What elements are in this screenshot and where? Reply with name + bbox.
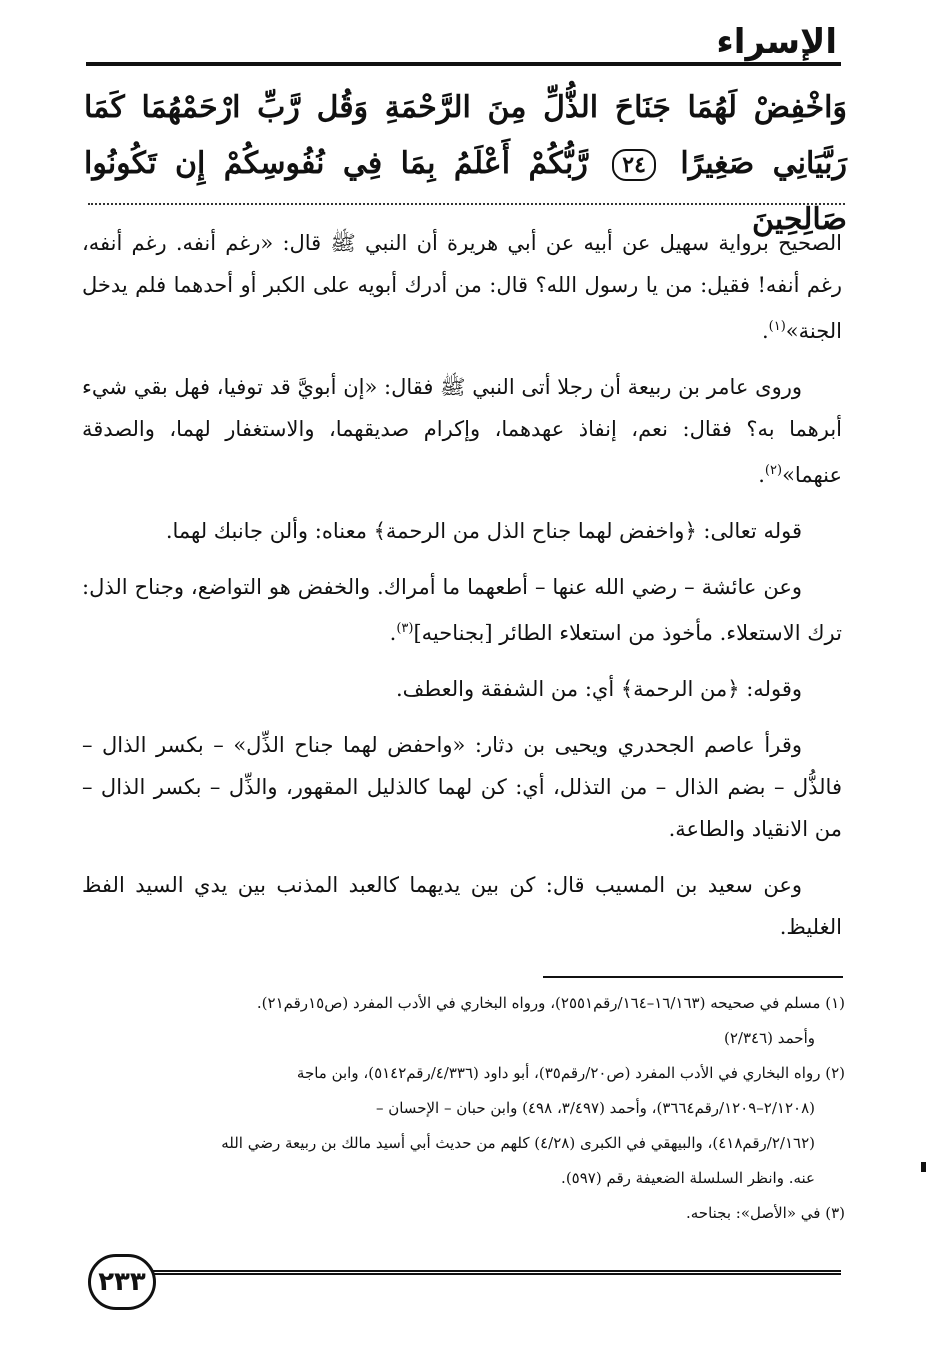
paragraph-qiraat: وقرأ عاصم الجحدري ويحيى بن دثار: «واحفض لهما جناح الذِّل» – بكسر الذال – فالذُّل – بضم الذال – من التذلل، أي: كن لهما كالذليل المقهور، والذِّل – بكسر الذال – من الانقياد والطاعة. xyxy=(82,733,842,841)
page-number: ٢٣٣ xyxy=(88,1254,156,1310)
paragraph-ibn-musayyib: وعن سعيد بن المسيب قال: كن بين يديهما كالعبد المذنب بين يدي السيد الفظ الغليظ. xyxy=(82,873,842,939)
footnote-ref-1: (١) xyxy=(768,319,786,334)
paragraph-aisha: وعن عائشة – رضي الله عنها – أطعهما ما أمراك. والخفض هو التواضع، وجناح الذل: ترك الاستعلاء. مأخوذ من استعلاء الطائر [بجناحيه]$^{(٣)}$. xyxy=(82,575,842,645)
commentary-body xyxy=(82,222,842,962)
footnote-1-continued: وأحمد (٢/٣٤٦) xyxy=(724,1029,815,1047)
dotted-divider xyxy=(88,203,845,205)
ayah-number-marker: ٢٤ xyxy=(612,149,656,181)
footnote-2-line-3: (٢/١٦٢/رقم٤١٨)، والبيهقي في الكبرى (٤/٢٨) كلهم من حديث أبي أسيد مالك بن ربيعة رضي الله xyxy=(221,1134,815,1152)
footnotes xyxy=(84,986,845,1231)
footnote-ref-3: (٣) xyxy=(396,621,414,636)
verse-line-1: وَاخْفِضْ لَهُمَا جَنَاحَ الذُّلِّ مِنَ الرَّحْمَةِ وَقُل رَّبِّ ارْحَمْهُمَا كَمَا رَبَّيَانِي صَغِيرًا xyxy=(84,90,847,181)
surah-title: الإسراء xyxy=(716,22,837,62)
footnote-1: (١) مسلم في صحيحه (١٦/١٦٣–١٦٤/رقم٢٥٥١)، ورواه البخاري في الأدب المفرد (ص١٥رقم٢١). xyxy=(256,994,845,1012)
paragraph-tafsir-1: قوله تعالى: ﴿واخفض لهما جناح الذل من الرحمة﴾ معناه: وألن جانبك لهما. xyxy=(165,519,802,543)
paragraph-hadith-2: وروى عامر بن ربيعة أن رجلا أتى النبي ﷺ فقال: «إن أبويَّ قد توفيا، فهل بقي شيء أبرهما به؟ فقال: نعم، إنفاذ عهدهما، وإكرام صديقهما، والاستغفار لهما، والصدقة عنهما»$^{(٢)}$. xyxy=(82,375,842,487)
paragraph-tafsir-2: وقوله: ﴿من الرحمة﴾ أي: من الشفقة والعطف. xyxy=(395,677,802,701)
footnote-2: (٢) رواه البخاري في الأدب المفرد (ص٢٠/رقم٣٥)، أبو داود (٤/٣٣٦/رقم٥١٤٢)، وابن ماجة xyxy=(296,1064,845,1082)
footnote-ref-2: (٢) xyxy=(764,463,783,478)
edge-mark xyxy=(921,1162,926,1172)
footnote-3: (٣) في «الأصل»: بجناحه. xyxy=(685,1204,845,1222)
footnote-2-line-2: (٢/١٢٠٨–١٢٠٩/رقم٣٦٦٤)، وأحمد (٣/٤٩٧، ٤٩٨) وابن حبان – الإحسان – xyxy=(375,1099,815,1117)
footnote-2-line-4: عنه. وانظر السلسلة الضعيفة رقم (٥٩٧). xyxy=(561,1169,815,1187)
paragraph-hadith-1: الصحيح برواية سهيل عن أبيه عن أبي هريرة أن النبي ﷺ قال: «رغم أنفه. رغم أنفه، رغم أنفه! فقيل: من يا رسول الله؟ قال: من أدرك أبويه على الكبر أو أحدهما فلم يدخل الجنة»$^{(١)}$. xyxy=(82,231,842,343)
header-rule xyxy=(86,62,841,66)
footnote-rule xyxy=(543,976,843,978)
verse-line-2: رَّبُّكُمْ أَعْلَمُ بِمَا فِي نُفُوسِكُمْ إِن تَكُونُوا صَالِحِينَ xyxy=(84,146,847,237)
footer-rule xyxy=(148,1270,841,1275)
